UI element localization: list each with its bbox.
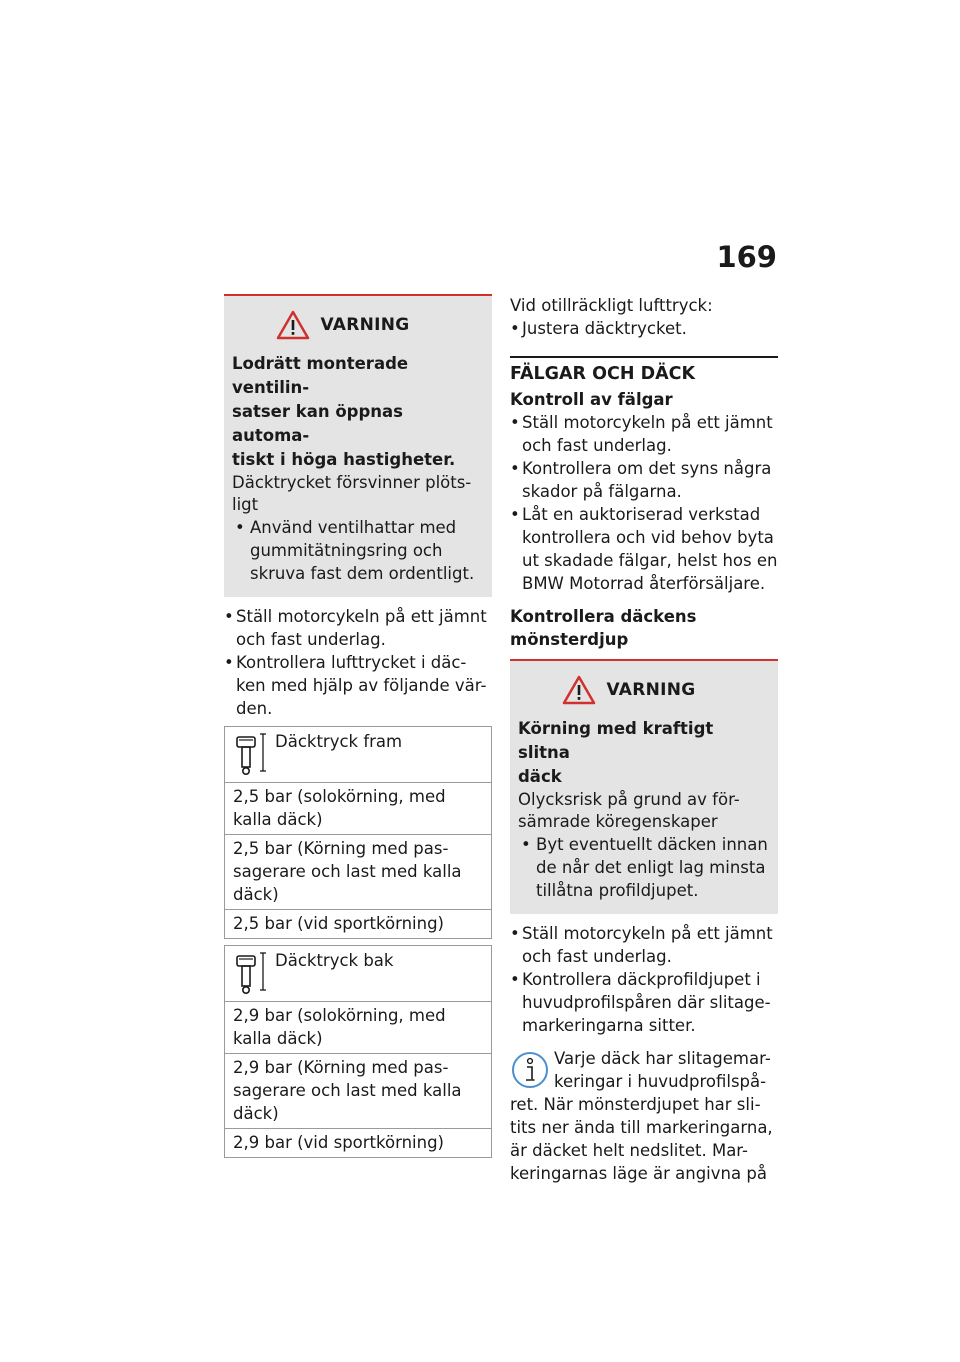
intro-text: Vid otillräckligt lufttryck: bbox=[510, 296, 713, 315]
pressure-table-front bbox=[224, 726, 492, 939]
text-line: keringar i huvudprofilspå- bbox=[554, 1072, 767, 1091]
text-line: 2,5 bar (Körning med pas- bbox=[233, 839, 449, 858]
text-line: Lodrätt monterade ventilin- bbox=[232, 354, 409, 397]
list-item bbox=[510, 968, 778, 1037]
text-line: 2,5 bar (solokörning, med bbox=[233, 787, 446, 806]
rim-check-list bbox=[510, 411, 778, 595]
text-line: däck) bbox=[233, 1104, 279, 1123]
table-row bbox=[225, 910, 491, 938]
text-line: däck) bbox=[233, 885, 279, 904]
text-line: • Ställ motorcykeln på ett jämnt bbox=[522, 924, 773, 943]
tread-check-list bbox=[510, 922, 778, 1037]
tire-pressure-gauge-icon bbox=[233, 950, 269, 996]
text-line: 2,9 bar (vid sportkörning) bbox=[233, 1133, 444, 1152]
warning-bold-text bbox=[518, 717, 770, 789]
list-item: • Justera däcktrycket. bbox=[510, 317, 778, 340]
table-row bbox=[225, 783, 491, 835]
table-header bbox=[225, 946, 491, 1002]
text-line: tillåtna profildjupet. bbox=[536, 881, 699, 900]
table-row bbox=[225, 1002, 491, 1054]
text-line: 2,5 bar (vid sportkörning) bbox=[233, 914, 444, 933]
instruction-list bbox=[224, 605, 492, 720]
warning-header bbox=[488, 675, 770, 705]
warning-triangle-icon bbox=[276, 310, 310, 340]
text-line: tits ner ända till markeringarna, bbox=[510, 1118, 773, 1137]
pressure-table-rear bbox=[224, 945, 492, 1158]
table-header bbox=[225, 727, 491, 783]
page-number: 169 bbox=[716, 240, 777, 274]
warning-header bbox=[202, 310, 484, 340]
text-line: skruva fast dem ordentligt. bbox=[250, 564, 475, 583]
warning-title: VARNING bbox=[320, 315, 410, 335]
text-line: kontrollera och vid behov byta bbox=[522, 528, 774, 547]
warning-title: VARNING bbox=[606, 680, 696, 700]
table-label: Däcktryck fram bbox=[275, 732, 403, 751]
intro-list bbox=[510, 317, 778, 340]
warning-text bbox=[518, 789, 770, 833]
text-line: ken med hjälp av följande vär- bbox=[236, 676, 487, 695]
text-line: markeringarna sitter. bbox=[522, 1016, 696, 1035]
text-line: 2,9 bar (Körning med pas- bbox=[233, 1058, 449, 1077]
list-item bbox=[224, 605, 492, 651]
warning-box bbox=[224, 294, 492, 597]
text-line: gummitätningsring och bbox=[250, 541, 443, 560]
text-line: keringarnas läge är angivna på bbox=[510, 1164, 767, 1183]
warning-text bbox=[232, 472, 484, 516]
info-note bbox=[510, 1047, 778, 1185]
text-line: tiskt i höga hastigheter. bbox=[232, 450, 456, 469]
list-item bbox=[518, 833, 770, 902]
text-line: Olycksrisk på grund av för- bbox=[518, 790, 740, 809]
warning-bullet-list bbox=[518, 833, 770, 902]
text-line: sämrade köregenskaper bbox=[518, 812, 718, 831]
text-line: • Kontrollera lufttrycket i däc- bbox=[236, 653, 467, 672]
text-line: sagerare och last med kalla bbox=[233, 862, 462, 881]
text-line: • Kontrollera om det syns några bbox=[522, 459, 772, 478]
right-column bbox=[510, 294, 778, 1185]
table-row bbox=[225, 1129, 491, 1157]
text-line: • Ställ motorcykeln på ett jämnt bbox=[236, 607, 487, 626]
info-icon bbox=[510, 1049, 550, 1091]
text-line: ligt bbox=[232, 495, 259, 514]
list-item bbox=[232, 516, 484, 585]
text-line: och fast underlag. bbox=[236, 630, 386, 649]
text-line: och fast underlag. bbox=[522, 947, 672, 966]
text-line: skador på fälgarna. bbox=[522, 482, 682, 501]
text-line: • Använd ventilhattar med bbox=[250, 518, 457, 537]
text-line: kalla däck) bbox=[233, 810, 323, 829]
text-line: Kontrollera däckens bbox=[510, 607, 697, 626]
list-item bbox=[224, 651, 492, 720]
table-row bbox=[225, 1054, 491, 1129]
warning-bold-text bbox=[232, 352, 484, 472]
subsection-title bbox=[510, 605, 778, 651]
text-line: 2,9 bar (solokörning, med bbox=[233, 1006, 446, 1025]
text-line: • Låt en auktoriserad verkstad bbox=[522, 505, 761, 524]
text-line: • Byt eventuellt däcken innan bbox=[536, 835, 768, 854]
text-line: ret. När mönsterdjupet har sli- bbox=[510, 1095, 761, 1114]
text-line: är däcket helt nedslitet. Mar- bbox=[510, 1141, 748, 1160]
table-label: Däcktryck bak bbox=[275, 951, 394, 970]
text-line: Varje däck har slitagemar- bbox=[554, 1049, 771, 1068]
text-line: • Kontrollera däckprofildjupet i bbox=[522, 970, 761, 989]
text-line: BMW Motorrad återförsäljare. bbox=[522, 574, 766, 593]
list-item bbox=[510, 922, 778, 968]
text-line: sagerare och last med kalla bbox=[233, 1081, 462, 1100]
text-line: • Ställ motorcykeln på ett jämnt bbox=[522, 413, 773, 432]
text-line: däck bbox=[518, 767, 562, 786]
text-line: Körning med kraftigt slitna bbox=[518, 719, 714, 762]
section-title: FÄLGAR OCH DÄCK bbox=[510, 356, 778, 384]
warning-triangle-icon bbox=[562, 675, 596, 705]
text-line: huvudprofilspåren där slitage- bbox=[522, 993, 771, 1012]
list-item bbox=[510, 411, 778, 457]
text-line: Däcktrycket försvinner plöts- bbox=[232, 473, 472, 492]
text-line: och fast underlag. bbox=[522, 436, 672, 455]
text-line: kalla däck) bbox=[233, 1029, 323, 1048]
tire-pressure-gauge-icon bbox=[233, 731, 269, 777]
left-column bbox=[224, 294, 492, 1158]
text-line: satser kan öppnas automa- bbox=[232, 402, 403, 445]
text-line: de når det enligt lag minsta bbox=[536, 858, 766, 877]
list-item bbox=[510, 503, 778, 595]
list-item bbox=[510, 457, 778, 503]
text-line: den. bbox=[236, 699, 273, 718]
table-row bbox=[225, 835, 491, 910]
warning-box bbox=[510, 659, 778, 914]
warning-bullet-list bbox=[232, 516, 484, 585]
subsection-title: Kontroll av fälgar bbox=[510, 390, 673, 409]
text-line: ut skadade fälgar, helst hos en bbox=[522, 551, 778, 570]
text-line: mönsterdjup bbox=[510, 630, 629, 649]
